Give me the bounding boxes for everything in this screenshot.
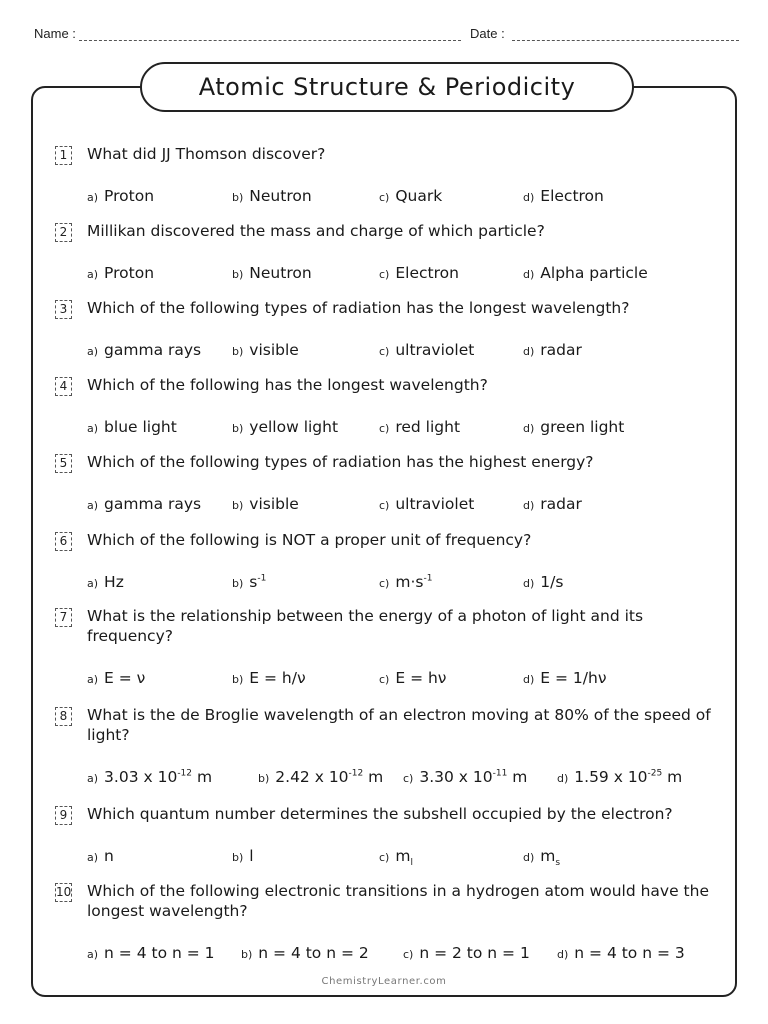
option-text: Alpha particle	[540, 264, 648, 282]
question-number: 5	[55, 454, 72, 473]
option-letter: c)	[379, 268, 390, 281]
answer-option[interactable]	[232, 340, 299, 359]
option-letter: a)	[87, 673, 99, 686]
option-letter: b)	[232, 577, 244, 590]
option-text: gamma rays	[104, 495, 202, 513]
option-letter: a)	[87, 851, 99, 864]
question-number: 7	[55, 608, 72, 627]
option-text: ultraviolet	[395, 341, 475, 359]
option-letter: d)	[523, 191, 535, 204]
answer-option[interactable]	[87, 668, 145, 687]
answer-option[interactable]	[241, 943, 369, 962]
option-text: visible	[249, 341, 299, 359]
option-text: radar	[540, 495, 582, 513]
answer-option[interactable]	[379, 494, 474, 513]
question-text: Which of the following types of radiation has the highest energy?	[87, 453, 594, 471]
answer-options	[55, 668, 735, 690]
answer-option[interactable]	[232, 846, 254, 865]
option-superscript: -1	[257, 573, 267, 584]
option-letter: c)	[379, 345, 390, 358]
option-letter: a)	[87, 345, 99, 358]
option-letter: b)	[232, 345, 244, 358]
answer-option[interactable]	[232, 417, 338, 436]
option-text: E = ν	[104, 669, 146, 687]
option-text: E = h/ν	[249, 669, 306, 687]
name-label: Name :	[34, 26, 76, 41]
question-text: What is the de Broglie wavelength of an electron moving at 80% of the speed of light?	[87, 706, 711, 744]
answer-option[interactable]	[557, 943, 685, 962]
answer-options	[55, 846, 735, 868]
option-letter: d)	[523, 673, 535, 686]
option-letter: b)	[232, 268, 244, 281]
option-unit: m	[192, 768, 213, 786]
answer-options	[55, 572, 735, 594]
answer-option[interactable]	[523, 417, 624, 436]
answer-option[interactable]	[557, 767, 682, 786]
option-text: yellow light	[249, 418, 339, 436]
answer-option[interactable]	[87, 186, 154, 205]
answer-option[interactable]	[232, 186, 312, 205]
option-text: m	[395, 847, 411, 865]
option-letter: c)	[379, 673, 390, 686]
answer-option[interactable]	[379, 340, 474, 359]
answer-option[interactable]	[523, 340, 582, 359]
option-text: Neutron	[249, 187, 312, 205]
answer-option[interactable]	[403, 767, 527, 786]
answer-option[interactable]	[232, 263, 312, 282]
option-unit: m	[507, 768, 528, 786]
answer-option[interactable]	[87, 263, 154, 282]
answer-option[interactable]	[523, 494, 582, 513]
question-text: Which of the following is NOT a proper unit of frequency?	[87, 531, 532, 549]
option-letter: c)	[403, 948, 414, 961]
option-letter: b)	[232, 851, 244, 864]
answer-option[interactable]	[232, 668, 306, 687]
option-letter: a)	[87, 772, 99, 785]
answer-option[interactable]	[379, 263, 459, 282]
option-text: l	[249, 847, 254, 865]
option-text: 2.42 x 10	[275, 768, 349, 786]
option-text: E = 1/hν	[540, 669, 607, 687]
answer-option[interactable]	[87, 943, 215, 962]
option-text: m	[540, 847, 556, 865]
answer-option[interactable]	[87, 494, 201, 513]
answer-option[interactable]	[379, 186, 442, 205]
answer-option[interactable]	[403, 943, 530, 962]
option-text: n	[104, 847, 114, 865]
option-letter: b)	[232, 422, 244, 435]
answer-option[interactable]	[87, 767, 212, 786]
answer-option[interactable]	[87, 417, 177, 436]
option-letter: c)	[379, 577, 390, 590]
option-superscript: -11	[492, 768, 508, 779]
worksheet-title: Atomic Structure & Periodicity	[140, 62, 634, 112]
option-text: Proton	[104, 264, 155, 282]
option-unit: m	[363, 768, 384, 786]
question-number: 10	[55, 883, 72, 902]
header-row	[34, 26, 739, 46]
answer-option[interactable]	[523, 846, 560, 868]
option-text: 1.59 x 10	[574, 768, 648, 786]
option-superscript: -12	[177, 768, 193, 779]
option-superscript: -25	[647, 768, 663, 779]
option-text: visible	[249, 495, 299, 513]
answer-options	[55, 494, 735, 516]
option-letter: a)	[87, 191, 99, 204]
name-field-line[interactable]	[79, 40, 461, 41]
answer-option[interactable]	[379, 668, 446, 687]
option-text: n = 4 to n = 2	[258, 944, 369, 962]
question-number: 8	[55, 707, 72, 726]
option-unit: m	[662, 768, 683, 786]
option-letter: d)	[523, 499, 535, 512]
option-letter: c)	[403, 772, 414, 785]
option-letter: a)	[87, 422, 99, 435]
option-letter: c)	[379, 851, 390, 864]
question-text: What did JJ Thomson discover?	[87, 145, 326, 163]
question-number: 6	[55, 532, 72, 551]
question-text: Which of the following has the longest wavelength?	[87, 376, 488, 394]
answer-option[interactable]	[232, 494, 299, 513]
date-field-line[interactable]	[512, 40, 739, 41]
option-text: Neutron	[249, 264, 312, 282]
option-letter: d)	[557, 948, 569, 961]
question-number: 3	[55, 300, 72, 319]
answer-options	[55, 263, 735, 285]
question-text: Millikan discovered the mass and charge of which particle?	[87, 222, 545, 240]
question-text: Which of the following types of radiation has the longest wavelength?	[87, 299, 630, 317]
answer-options	[55, 943, 735, 965]
option-letter: b)	[232, 499, 244, 512]
option-superscript: -1	[423, 573, 433, 584]
question-text: Which quantum number determines the subshell occupied by the electron?	[87, 805, 673, 823]
option-text: n = 4 to n = 1	[104, 944, 215, 962]
footer-credit: ChemistryLearner.com	[321, 976, 447, 987]
option-letter: b)	[232, 673, 244, 686]
option-text: gamma rays	[104, 341, 202, 359]
option-text: Electron	[395, 264, 459, 282]
answer-option[interactable]	[523, 263, 648, 282]
question-text: What is the relationship between the energy of a photon of light and its frequency?	[87, 607, 644, 645]
option-superscript: -12	[348, 768, 364, 779]
option-letter: a)	[87, 577, 99, 590]
option-text: m·s	[395, 573, 424, 591]
answer-option[interactable]	[523, 668, 606, 687]
option-letter: b)	[258, 772, 270, 785]
option-letter: d)	[523, 577, 535, 590]
option-letter: c)	[379, 499, 390, 512]
option-letter: d)	[523, 268, 535, 281]
answer-option[interactable]	[87, 846, 114, 865]
option-text: 3.30 x 10	[419, 768, 493, 786]
option-letter: d)	[557, 772, 569, 785]
option-text: radar	[540, 341, 582, 359]
answer-option[interactable]	[523, 572, 563, 591]
answer-option[interactable]	[379, 417, 460, 436]
option-text: red light	[395, 418, 461, 436]
date-label: Date :	[470, 26, 505, 41]
answer-option[interactable]	[232, 572, 266, 591]
question-number: 9	[55, 806, 72, 825]
answer-option[interactable]	[258, 767, 383, 786]
option-letter: b)	[241, 948, 253, 961]
answer-options	[55, 186, 735, 208]
option-text: Electron	[540, 187, 604, 205]
answer-option[interactable]	[379, 846, 413, 868]
option-text: n = 2 to n = 1	[419, 944, 530, 962]
answer-options	[55, 417, 735, 439]
answer-option[interactable]	[379, 572, 432, 591]
option-letter: d)	[523, 345, 535, 358]
option-subscript: l	[410, 858, 413, 869]
question-number: 2	[55, 223, 72, 242]
option-letter: a)	[87, 499, 99, 512]
option-text: Proton	[104, 187, 155, 205]
option-letter: a)	[87, 948, 99, 961]
option-text: Hz	[104, 573, 124, 591]
option-text: green light	[540, 418, 625, 436]
answer-option[interactable]	[523, 186, 604, 205]
option-text: blue light	[104, 418, 177, 436]
answer-options	[55, 340, 735, 362]
option-text: ultraviolet	[395, 495, 475, 513]
option-letter: c)	[379, 422, 390, 435]
option-subscript: s	[555, 858, 561, 869]
option-text: 3.03 x 10	[104, 768, 178, 786]
option-text: E = hν	[395, 669, 447, 687]
answer-options	[55, 767, 735, 789]
option-text: s	[249, 573, 258, 591]
question-text: Which of the following electronic transitions in a hydrogen atom would have the longest wavelength?	[87, 882, 709, 920]
option-text: 1/s	[540, 573, 564, 591]
option-letter: d)	[523, 851, 535, 864]
option-letter: c)	[379, 191, 390, 204]
option-letter: d)	[523, 422, 535, 435]
question-number: 4	[55, 377, 72, 396]
option-text: n = 4 to n = 3	[574, 944, 685, 962]
option-text: Quark	[395, 187, 443, 205]
answer-option[interactable]	[87, 572, 124, 591]
question-number: 1	[55, 146, 72, 165]
answer-option[interactable]	[87, 340, 201, 359]
option-letter: b)	[232, 191, 244, 204]
option-letter: a)	[87, 268, 99, 281]
